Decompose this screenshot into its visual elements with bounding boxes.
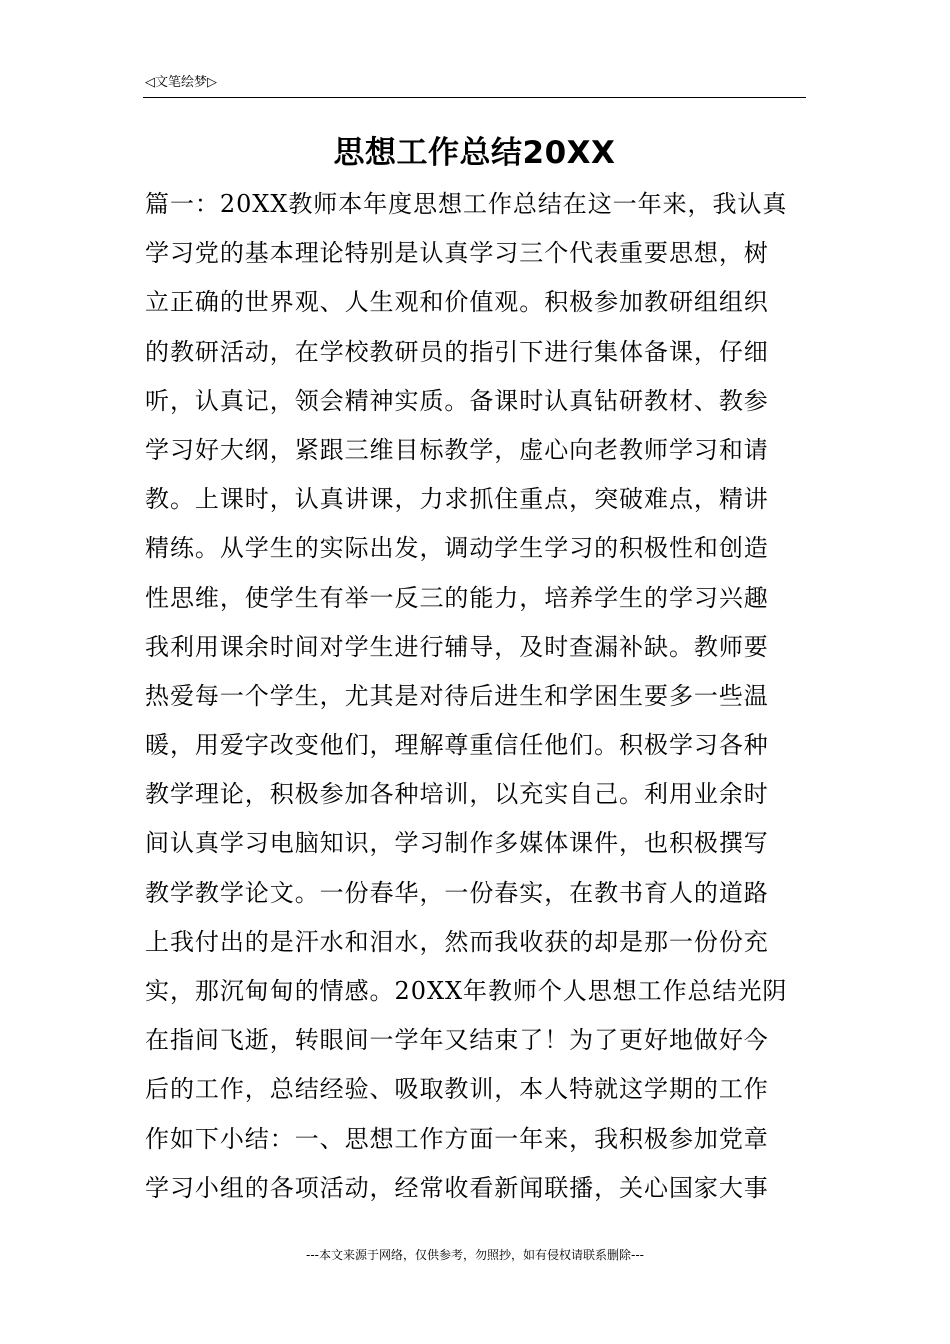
body-line: 性思维，使学生有举一反三的能力，培养学生的学习兴趣 [145,583,769,612]
body-line: 学习小组的各项活动，经常收看新闻联播，关心国家大事 [145,1173,769,1202]
body-line: 的教研活动，在学校教研员的指引下进行集体备课，仔细 [145,337,769,366]
body-line: 作如下小结：一、思想工作方面一年来，我积极参加党章 [145,1124,769,1153]
body-line: 间认真学习电脑知识，学习制作多媒体课件，也积极撰写 [145,829,769,858]
body-line: 篇一：20XX教师本年度思想工作总结在这一年来，我认真 [145,190,788,218]
body-line: 学习好大纲，紧跟三维目标教学，虚心向老教师学习和请 [145,435,769,464]
body-line: 后的工作，总结经验、吸取教训，本人特就这学期的工作 [145,1075,769,1104]
body-line: 学习党的基本理论特别是认真学习三个代表重要思想，树 [145,239,769,268]
body-line: 上我付出的是汗水和泪水，然而我收获的却是那一份份充 [145,927,769,956]
right-triangle-icon: ▷ [207,75,218,90]
body-line: 教学理论，积极参加各种培训，以充实自己。利用业余时 [145,780,769,809]
document-body [145,180,810,1213]
header-rule [143,97,806,98]
body-line: 立正确的世界观、人生观和价值观。积极参加教研组组织 [145,288,769,317]
body-line: 暖，用爱字改变他们，理解尊重信任他们。积极学习各种 [145,731,769,760]
body-line: 教。上课时，认真讲课，力求抓住重点，突破难点，精讲 [145,485,769,514]
body-line: 听，认真记，领会精神实质。备课时认真钻研教材、教参 [145,386,769,415]
page-footer: ---本文来源于网络，仅供参考，勿照抄，如有侵权请联系删除--- [306,1248,644,1262]
header-text: 文笔绘梦 [155,75,208,90]
body-line: 我利用课余时间对学生进行辅导，及时查漏补缺。教师要 [145,632,769,661]
left-triangle-icon: ◁ [145,75,155,90]
body-line: 精练。从学生的实际出发，调动学生学习的积极性和创造 [145,534,769,563]
body-line: 教学教学论文。一份春华，一份春实，在教书育人的道路 [145,878,769,907]
body-line: 在指间飞逝，转眼间一学年又结束了！为了更好地做好今 [145,1026,769,1055]
body-line: 热爱每一个学生，尤其是对待后进生和学困生要多一些温 [145,681,769,710]
document-title: 思想工作总结20XX [333,135,616,171]
body-line: 实，那沉甸甸的情感。20XX年教师个人思想工作总结光阴 [145,977,788,1005]
page-header [145,74,217,92]
